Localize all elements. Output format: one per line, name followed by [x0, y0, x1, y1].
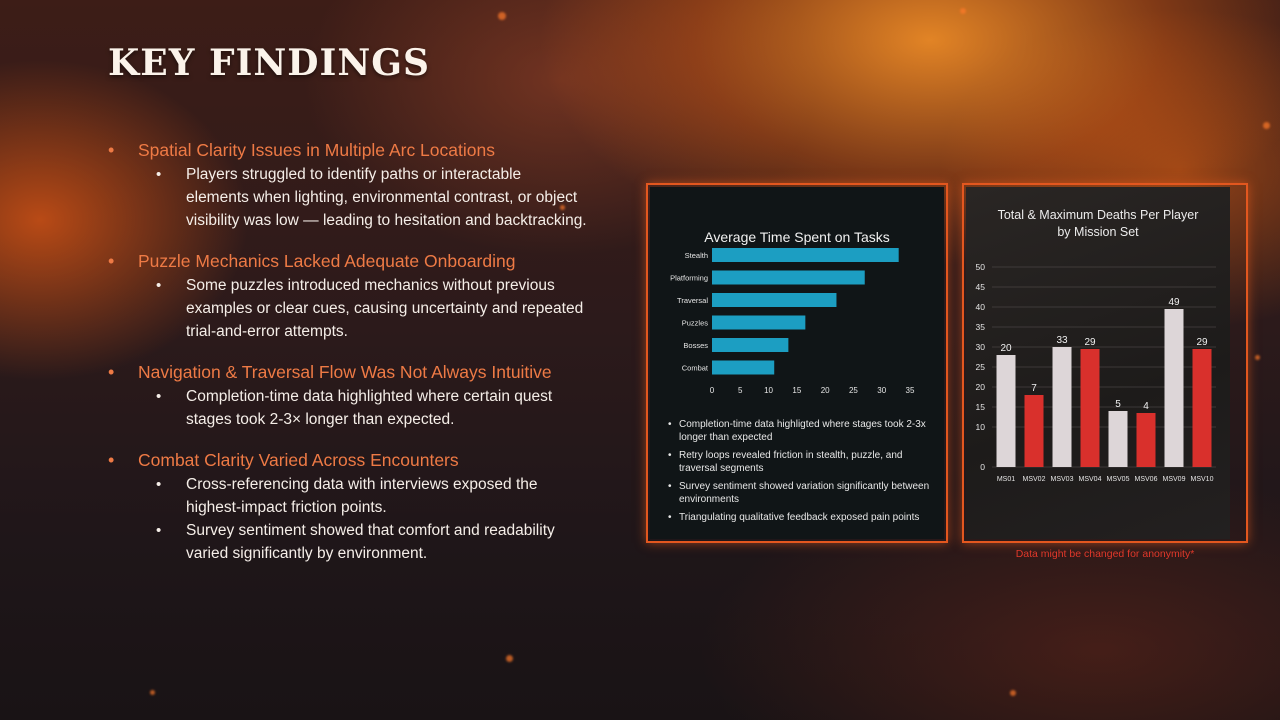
category-label: Puzzles: [681, 318, 708, 328]
bullet-icon: •: [668, 481, 672, 492]
finding-item: [108, 448, 588, 565]
bar-combat: [712, 361, 774, 375]
x-tick-label: MS01: [996, 476, 1016, 483]
category-label: Traversal: [677, 296, 708, 305]
x-tick-label: MSV02: [1022, 476, 1046, 483]
bullet-icon: •: [156, 388, 162, 405]
bullet-icon: •: [668, 419, 672, 430]
time-chart-panel: [650, 187, 944, 539]
bar-msv05: [1109, 411, 1128, 467]
x-tick-label: MSV03: [1050, 476, 1074, 483]
data-label: 20: [1000, 343, 1012, 354]
category-label: Stealth: [684, 251, 708, 260]
x-tick-label: 20: [820, 386, 830, 395]
bullet-icon: •: [108, 450, 115, 470]
chart-note: • Retry loops revealed friction in stealth, puzzle, and traversal segments: [668, 450, 903, 474]
finding-detail: Players struggled to identify paths or interactable elements when lighting, environmental contrast, or object visibility was low — leading to hesitation and backtracking.: [186, 166, 587, 229]
category-label: Bosses: [683, 341, 708, 350]
y-tick-label: 10: [975, 422, 985, 432]
bar-msv09: [1165, 309, 1184, 467]
data-label: 29: [1084, 337, 1096, 348]
bullet-icon: •: [668, 512, 672, 523]
bar-msv10: [1193, 349, 1212, 467]
y-tick-label: 40: [975, 302, 985, 312]
y-tick-label: 25: [975, 362, 985, 372]
x-tick-label: 35: [905, 386, 915, 395]
deaths-chart: [966, 259, 1230, 499]
x-tick-label: 25: [848, 386, 858, 395]
x-tick-label: 30: [877, 386, 887, 395]
ember-particle: [1263, 122, 1270, 129]
bar-ms01: [997, 355, 1016, 467]
y-tick-label: 30: [975, 342, 985, 352]
finding-item: [108, 138, 588, 232]
bullet-icon: •: [156, 522, 162, 539]
finding-item: [108, 360, 588, 431]
y-tick-label: 0: [980, 462, 985, 472]
ember-particle: [506, 655, 513, 662]
ember-particle: [1010, 690, 1016, 696]
data-label: 33: [1056, 335, 1068, 346]
bar-stealth: [712, 248, 899, 262]
bar-platforming: [712, 271, 865, 285]
bar-msv02: [1025, 395, 1044, 467]
findings-list: [108, 138, 588, 582]
deaths-chart-panel: [966, 187, 1230, 539]
bullet-icon: •: [108, 251, 115, 271]
chart-note: • Completion-time data highligted where stages took 2-3x longer than expected: [668, 419, 926, 443]
x-tick-label: 10: [764, 386, 774, 395]
finding-detail: Completion-time data highlighted where certain quest stages took 2-3× longer than expected.: [186, 388, 553, 428]
bar-bosses: [712, 338, 788, 352]
data-label: 5: [1115, 399, 1121, 410]
finding-title: Spatial Clarity Issues in Multiple Arc Locations: [138, 140, 495, 160]
data-label: 29: [1196, 337, 1208, 348]
finding-item: [108, 249, 588, 343]
y-tick-label: 35: [975, 322, 985, 332]
x-tick-label: MSV10: [1190, 476, 1214, 483]
bullet-icon: •: [156, 277, 162, 294]
finding-title: Navigation & Traversal Flow Was Not Always Intuitive: [138, 362, 552, 382]
x-tick-label: MSV09: [1162, 476, 1186, 483]
x-tick-label: MSV06: [1134, 476, 1158, 483]
finding-title: Puzzle Mechanics Lacked Adequate Onboarding: [138, 251, 516, 271]
bar-traversal: [712, 293, 836, 307]
ember-particle: [960, 8, 966, 14]
ember-particle: [498, 12, 506, 20]
chart-note: • Survey sentiment showed variation significantly between environments: [668, 481, 930, 505]
finding-detail: Some puzzles introduced mechanics without previous examples or clear cues, causing uncertainty and repeated trial-and-error attempts.: [186, 277, 584, 340]
x-tick-label: 5: [738, 386, 743, 395]
footnote: Data might be changed for anonymity*: [1015, 548, 1195, 560]
page-title: KEY FINDINGS: [108, 42, 430, 84]
y-tick-label: 20: [975, 382, 985, 392]
finding-detail: Cross-referencing data with interviews exposed the highest-impact friction points.: [186, 476, 538, 516]
y-tick-label: 45: [975, 282, 985, 292]
bar-puzzles: [712, 316, 805, 330]
data-label: 4: [1143, 401, 1149, 412]
bullet-icon: •: [668, 450, 672, 461]
category-label: Combat: [681, 363, 708, 373]
bullet-icon: •: [156, 476, 162, 493]
data-label: 49: [1168, 297, 1180, 308]
x-tick-label: MSV05: [1106, 476, 1130, 483]
x-tick-label: 15: [792, 386, 802, 395]
y-tick-label: 15: [975, 402, 985, 412]
bar-msv06: [1137, 413, 1156, 467]
x-tick-label: MSV04: [1078, 476, 1102, 483]
finding-title: Combat Clarity Varied Across Encounters: [138, 450, 459, 470]
data-label: 7: [1031, 383, 1037, 394]
ember-particle: [150, 690, 155, 695]
time-chart-title: Average Time Spent on Tasks: [704, 229, 890, 245]
chart-notes: [668, 418, 938, 529]
finding-detail: Survey sentiment showed that comfort and readability varied significantly by environment.: [186, 522, 555, 562]
bar-msv03: [1053, 347, 1072, 467]
bar-msv04: [1081, 349, 1100, 467]
ember-particle: [1255, 355, 1260, 360]
deaths-chart-title: Total & Maximum Deaths Per Player by Mission Set: [997, 208, 1199, 239]
y-tick-label: 50: [975, 262, 985, 272]
x-tick-label: 0: [709, 386, 715, 395]
bullet-icon: •: [156, 166, 162, 183]
bullet-icon: •: [108, 140, 115, 160]
category-label: Platforming: [670, 273, 708, 283]
chart-note: • Triangulating qualitative feedback exposed pain points: [668, 512, 920, 523]
bullet-icon: •: [108, 362, 115, 382]
